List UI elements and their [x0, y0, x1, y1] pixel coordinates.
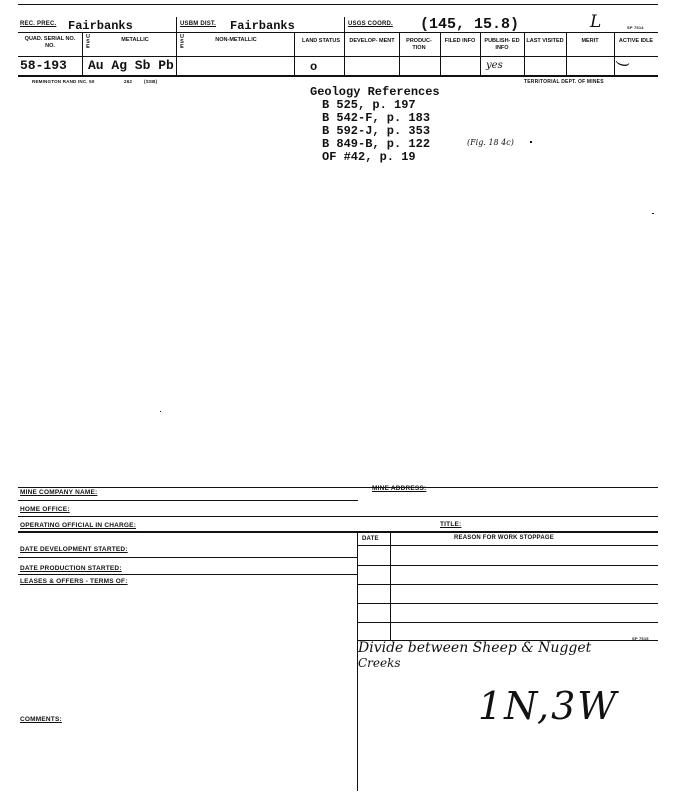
use-1-header: U S E	[86, 34, 90, 50]
home-office-label: HOME OFFICE:	[20, 506, 70, 513]
form-code-a: 262	[124, 79, 133, 84]
mine-address-label: MINE ADDRESS:	[372, 485, 427, 492]
last-visited-header: LAST VISITED	[526, 38, 564, 44]
territorial-dept: TERRITORIAL DEPT. OF MINES	[524, 79, 604, 85]
usgs-coord-label: USGS COORD.	[348, 21, 393, 27]
operating-official-label: OPERATING OFFICIAL IN CHARGE:	[20, 522, 137, 529]
speck	[652, 213, 654, 214]
metallic-header: METALLIC	[121, 37, 149, 43]
speck	[160, 411, 161, 412]
date-production-label: DATE PRODUCTION STARTED:	[20, 565, 122, 572]
usgs-dist-value: Fairbanks	[230, 19, 295, 33]
reason-column-header: REASON FOR WORK STOPPAGE	[454, 535, 554, 541]
comments-label: COMMENTS:	[20, 716, 62, 723]
form-code-b: (SSB)	[144, 79, 158, 84]
geology-ref: B 542-F, p. 183	[322, 111, 431, 125]
title-label: TITLE:	[440, 521, 462, 528]
merit-header: MERIT	[581, 38, 599, 44]
figure-annotation: (Fig. 18 4c)	[467, 138, 514, 147]
date-development-label: DATE DEVELOPMENT STARTED:	[20, 546, 128, 553]
date-column-header: DATE	[362, 536, 379, 542]
rec-prec-label: REC. PREC.	[20, 21, 57, 27]
mark-value: L	[590, 12, 602, 32]
usgs-dist-label: USBM DIST.	[180, 21, 217, 27]
land-status-value: o	[310, 60, 318, 74]
filed-info-header: FILED INFO	[444, 38, 476, 44]
speck	[530, 141, 532, 143]
printer-imprint: REMINGTON RAND INC. 50	[32, 79, 95, 84]
quad-serial-header: QUAD. SERIAL NO. NO.	[24, 36, 76, 49]
handwritten-location: 1N,3W	[478, 684, 619, 728]
development-header: DEVELOP- MENT	[349, 38, 395, 44]
handwritten-note-line2: Creeks	[358, 656, 401, 670]
active-idle-header: ACTIVE IDLE	[618, 38, 654, 44]
leases-label: LEASES & OFFERS - TERMS OF:	[20, 578, 128, 585]
geology-ref: B 525, p. 197	[322, 98, 416, 112]
geology-ref: B 592-J, p. 353	[322, 124, 431, 138]
metallic-value: Au Ag Sb Pb	[88, 58, 174, 73]
serial-value: 58-193	[20, 58, 67, 73]
production-header: PRODUC- TION	[406, 38, 432, 51]
use-2-header: U S E	[180, 34, 184, 50]
form-number: SP 7514	[627, 25, 644, 30]
form-number-2: SP 7515	[632, 636, 649, 641]
geology-ref: OF #42, p. 19	[322, 150, 416, 164]
geology-ref: B 849-B, p. 122	[322, 137, 431, 151]
non-metallic-header: NON-METALLIC	[215, 37, 257, 43]
usgs-coord-value: (145, 15.8)	[420, 16, 520, 33]
published-info-header: PUBLISH- ED INFO	[484, 38, 520, 51]
handwritten-note-line1: Divide between Sheep & Nugget	[358, 640, 592, 656]
geology-references	[310, 86, 440, 164]
geology-title: Geology References	[310, 85, 440, 99]
published-info-value: yes	[486, 60, 503, 71]
mine-company-name-label: MINE COMPANY NAME:	[20, 489, 98, 496]
rec-prec-value: Fairbanks	[68, 19, 133, 33]
land-status-header: LAND STATUS	[302, 38, 340, 44]
active-idle-value: )	[613, 61, 632, 67]
